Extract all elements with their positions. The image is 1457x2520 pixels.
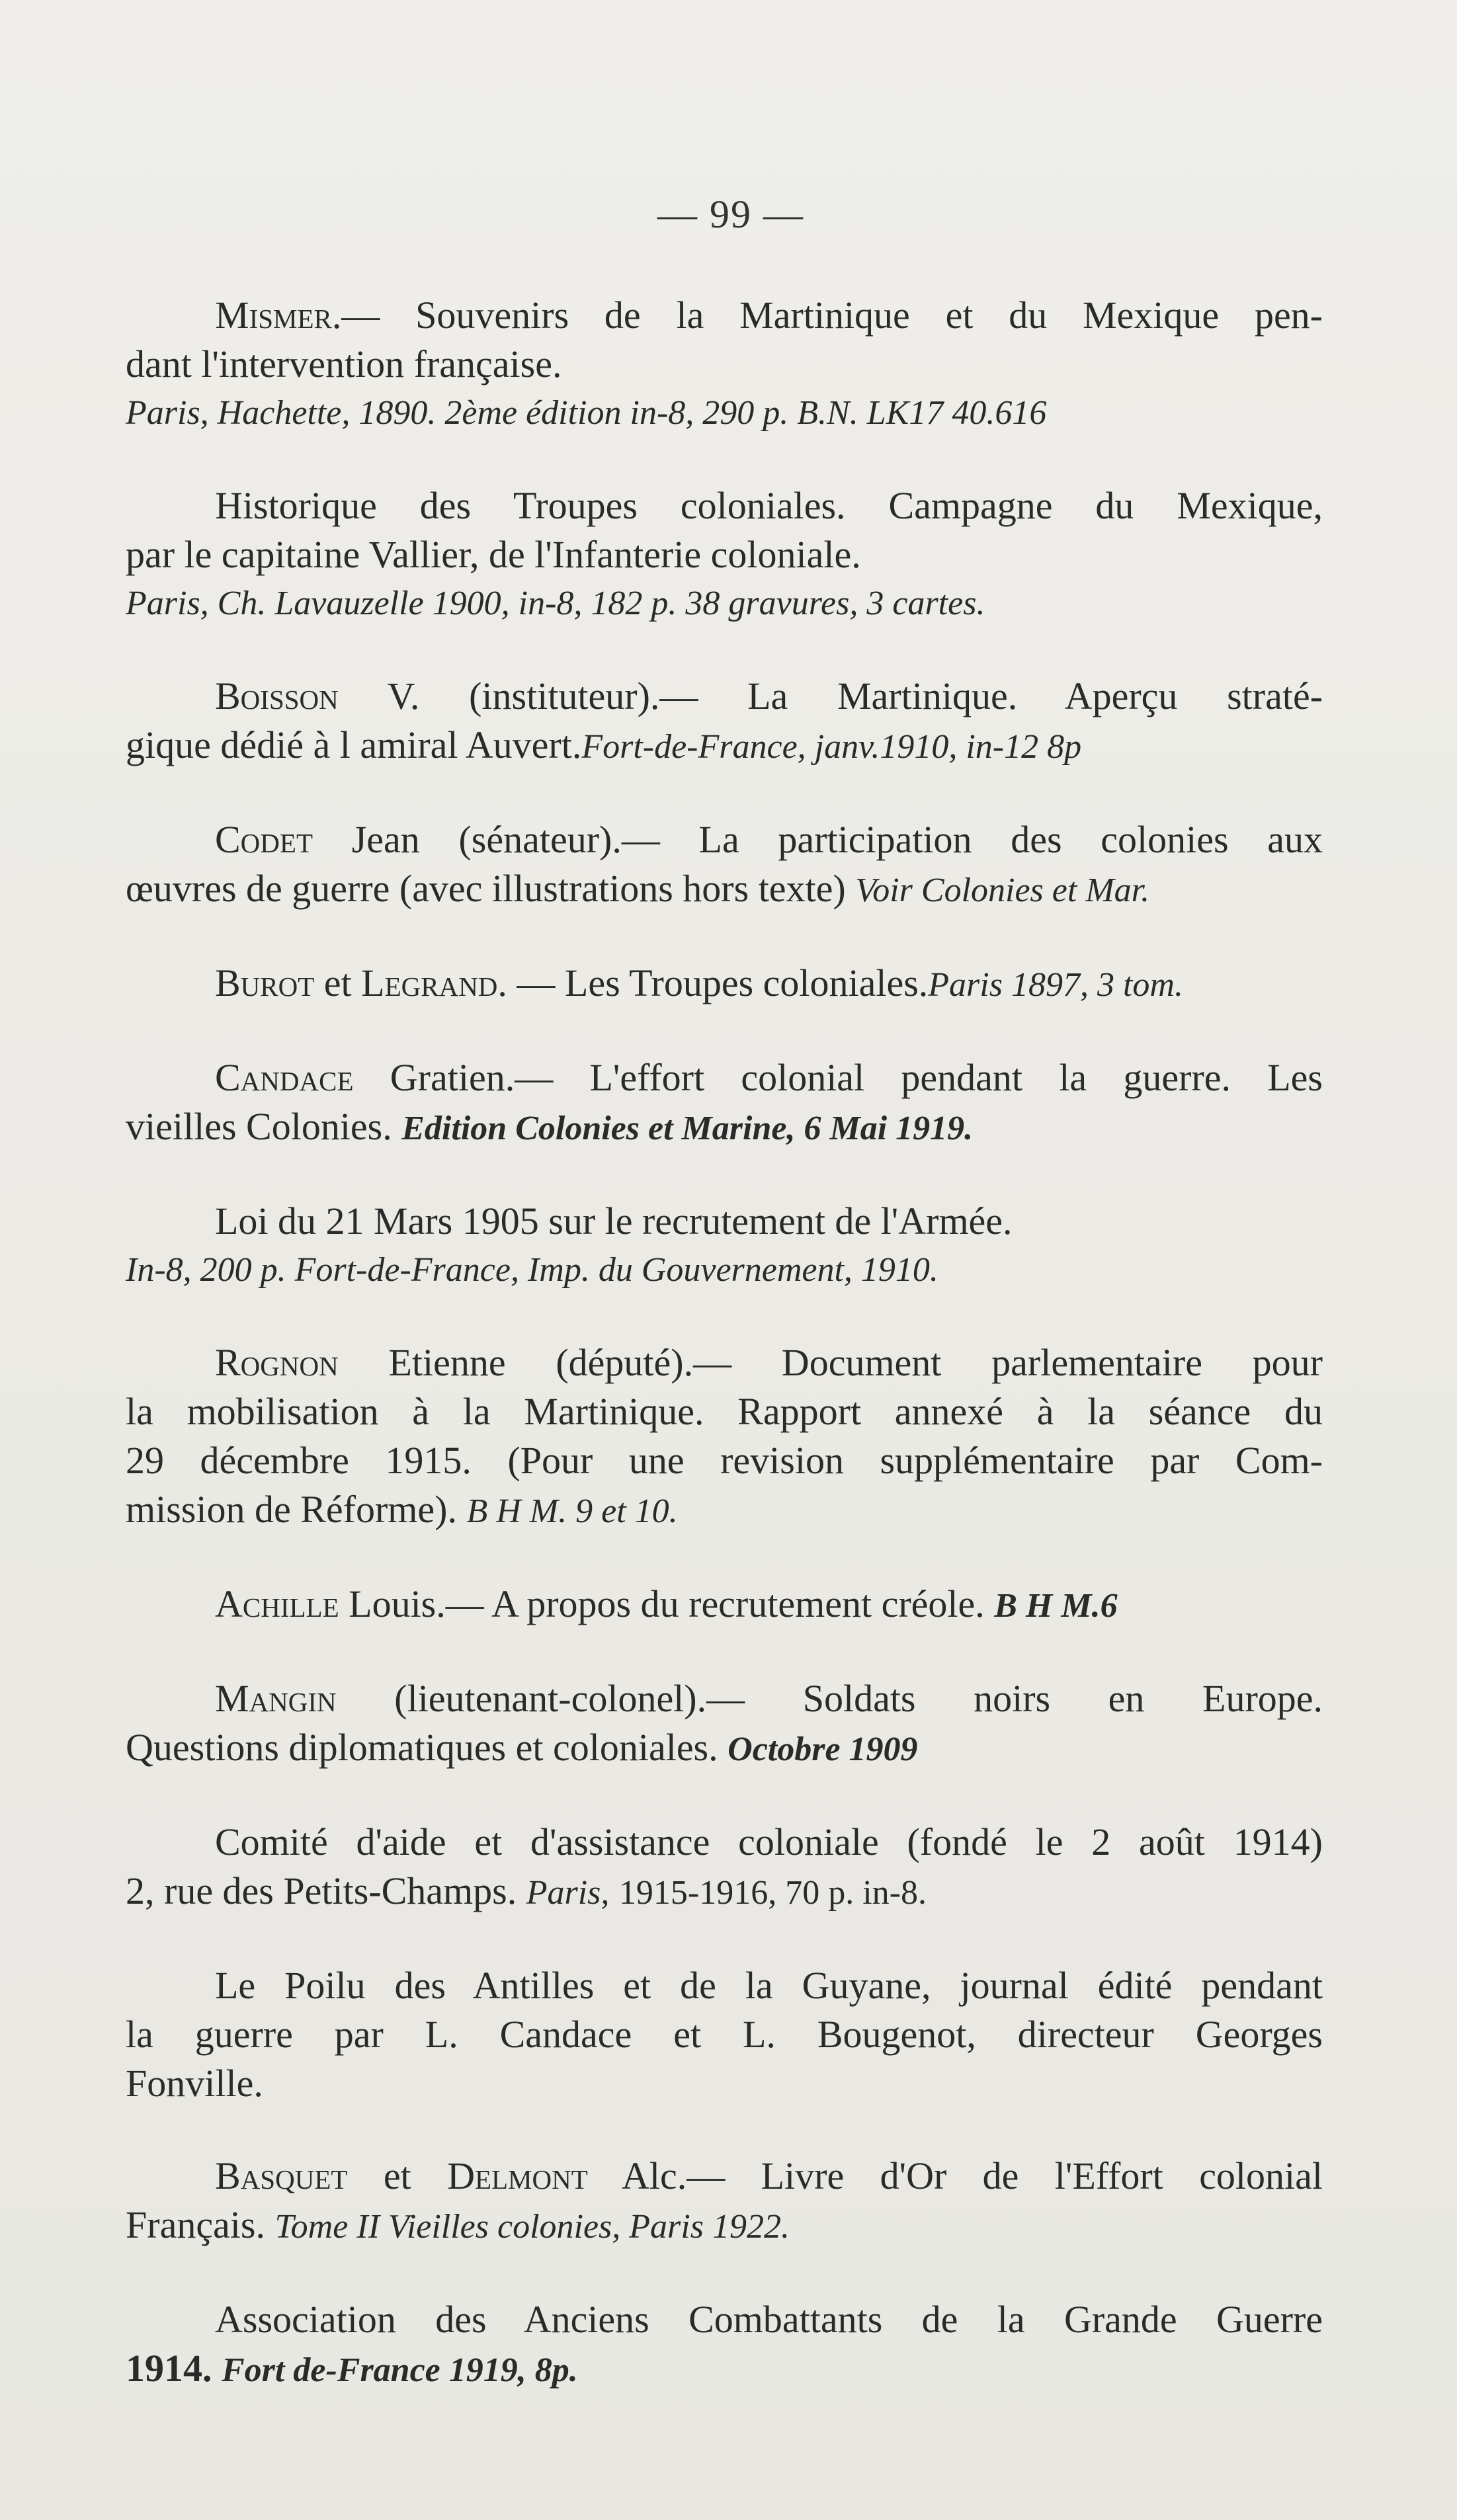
entry-line: la guerre par L. Candace et L. Bougenot, directeur Georges [126, 2013, 1323, 2056]
entry-publication: Fort de-France 1919, 8p. [222, 2351, 578, 2389]
bibliography-entry-mismer [126, 291, 1323, 438]
entry-publication: Paris, Hachette, 1890. 2ème édition in-8, 290 p. B.N. LK17 40.616 [126, 394, 1047, 432]
entry-line [126, 1580, 1323, 1631]
entry-line [126, 1053, 1323, 1102]
entry-line [126, 2201, 1323, 2252]
bibliography-entry-loi [126, 1197, 1323, 1295]
entry-publication: Voir Colonies et Mar. [855, 872, 1150, 909]
entry-line [126, 672, 1323, 721]
entry-text: Jean (sénateur).— La participation des colonies aux [351, 818, 1323, 861]
entry-line: 29 décembre 1915. (Pour une revision supplémentaire par Com- [126, 1439, 1323, 1482]
entry-text: 1914. [126, 2347, 212, 2390]
entry-text: — Souvenirs de la Martinique et du Mexique pen- [341, 294, 1323, 337]
entry-text: 1915-1916, 70 p. in-8. [618, 1874, 927, 1912]
entry-line [126, 1867, 1323, 1918]
entry-publication: Paris, Ch. Lavauzelle 1900, in-8, 182 p. 38 gravures, 3 cartes. [126, 585, 985, 622]
entry-author-2: Delmont [447, 2154, 588, 2197]
entry-text: Alc.— Livre d'Or de l'Effort colonial [621, 2154, 1323, 2197]
entry-author: Mangin [215, 1677, 337, 1720]
entry-publication: Tome II Vieilles colonies, Paris 1922. [274, 2208, 790, 2246]
entry-author-2: Legrand. [361, 961, 507, 1004]
entry-author: Rognon [215, 1341, 339, 1384]
entry-line [126, 959, 1323, 1010]
bibliography-entry-historique [126, 481, 1323, 628]
bibliography-entry-achille [126, 1580, 1323, 1631]
entry-publication: Paris, [526, 1874, 610, 1912]
entry-line [126, 815, 1323, 864]
entry-text: et [323, 961, 352, 1004]
entry-publication: Fort-de-France, janv.1910, in-12 8p [581, 728, 1082, 766]
entry-text: Questions diplomatiques et coloniales. [126, 1726, 718, 1769]
entry-publication: B H M.6 [994, 1587, 1118, 1625]
entry-line: la mobilisation à la Martinique. Rapport annexé à la séance du [126, 1390, 1323, 1433]
entry-text: Etienne (député).— Document parlementaire pour [388, 1341, 1323, 1384]
entry-author: Burot [215, 961, 315, 1004]
entry-publication: B H M. 9 et 10. [466, 1492, 678, 1530]
page-number: — 99 — [657, 192, 804, 236]
entry-line [126, 1485, 1323, 1536]
entry-text: Louis.— A propos du recrutement créole. [349, 1582, 985, 1625]
bibliography-entry-boisson [126, 672, 1323, 772]
bibliography-entry-comite [126, 1818, 1323, 1918]
entry-text: et [383, 2154, 411, 2197]
entry-line [126, 864, 1323, 915]
bibliography-entry-association [126, 2295, 1323, 2395]
entry-text: V. (instituteur).— La Martinique. Aperçu straté- [387, 674, 1323, 717]
entry-text: œuvres de guerre (avec illustrations hors texte) [126, 867, 846, 910]
bibliography-entry-basquet [126, 2152, 1323, 2252]
entry-text: Gratien.— L'effort colonial pendant la guerre. Les [390, 1056, 1323, 1099]
entry-author: Codet [215, 818, 313, 861]
entry-text: Français. [126, 2203, 265, 2246]
entry-line [126, 1102, 1323, 1153]
entry-text: mission de Réforme). [126, 1488, 457, 1531]
entry-line: Comité d'aide et d'assistance coloniale (fondé le 2 août 1914) [215, 1820, 1323, 1863]
entry-publication: Paris 1897, 3 tom. [928, 966, 1183, 1004]
entry-line [126, 1338, 1323, 1387]
entry-line: Le Poilu des Antilles et de la Guyane, journal édité pendant [215, 1964, 1323, 2007]
entry-line: Historique des Troupes coloniales. Campagne du Mexique, [215, 484, 1323, 527]
bibliography-entry-candace [126, 1053, 1323, 1153]
bibliography-entry-burot [126, 959, 1323, 1010]
entry-line [126, 1723, 1323, 1774]
entry-line: dant l'intervention française. [126, 343, 562, 386]
entry-publication: Edition Colonies et Marine, 6 Mai 1919. [401, 1110, 974, 1147]
entry-author: Basquet [215, 2154, 348, 2197]
bibliography-list [126, 291, 1323, 2439]
entry-text: — Les Troupes coloniales. [517, 961, 929, 1004]
entry-author: Mismer. [215, 294, 342, 337]
entry-text: (lieutenant-colonel).— Soldats noirs en Europe. [394, 1677, 1323, 1720]
entry-author: Candace [215, 1056, 354, 1099]
entry-publication: In-8, 200 p. Fort-de-France, Imp. du Gouvernement, 1910. [126, 1251, 938, 1289]
entry-line: Fonville. [126, 2062, 263, 2105]
entry-text: vieilles Colonies. [126, 1105, 392, 1148]
entry-line: par le capitaine Vallier, de l'Infanterie coloniale. [126, 533, 861, 576]
entry-line [126, 721, 1323, 772]
bibliography-entry-le-poilu [126, 1961, 1323, 2108]
bibliography-entry-codet [126, 815, 1323, 915]
entry-text: 2, rue des Petits-Champs. [126, 1869, 517, 1912]
entry-author: Achille [215, 1582, 339, 1625]
entry-line [126, 1674, 1323, 1723]
bibliography-entry-rognon [126, 1338, 1323, 1536]
entry-line: Association des Anciens Combattants de la Grande Guerre [215, 2298, 1323, 2341]
entry-author: Boisson [215, 674, 339, 717]
entry-line [126, 2344, 1323, 2395]
entry-publication: Octobre 1909 [728, 1730, 918, 1768]
entry-line [126, 291, 1323, 340]
entry-line [126, 2152, 1323, 2201]
entry-text: gique dédié à l amiral Auvert. [126, 723, 582, 766]
bibliography-entry-mangin [126, 1674, 1323, 1774]
entry-line: Loi du 21 Mars 1905 sur le recrutement de l'Armée. [215, 1199, 1013, 1242]
